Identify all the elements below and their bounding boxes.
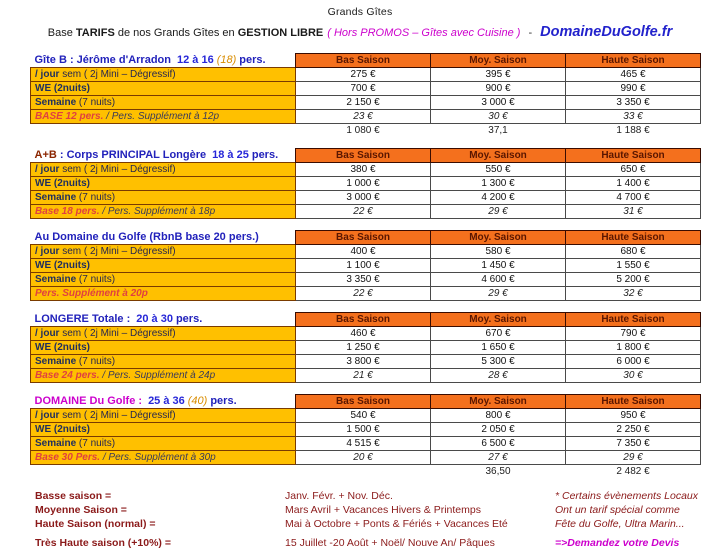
section-title-max: (18)	[216, 54, 237, 67]
tariff-row	[31, 409, 701, 423]
price-cell: 29 €	[566, 451, 701, 465]
price-cell: 4 700 €	[566, 191, 701, 205]
row-label	[31, 245, 296, 259]
price-cell: 3 000 €	[431, 96, 566, 110]
price-cell: 3 800 €	[296, 355, 431, 369]
section-title-main: Au Domaine du Golfe (RbnB base 20 pers.)	[34, 231, 259, 244]
row-label-bold: WE (2nuits)	[35, 260, 90, 271]
row-label-rest: sem ( 2j Mini – Dégressif)	[59, 410, 176, 421]
row-label-rest: sem ( 2j Mini – Dégressif)	[59, 69, 176, 80]
row-label	[31, 191, 296, 205]
section-title-capacity: 20 à 30	[136, 313, 173, 326]
row-label-bold: WE (2nuits)	[35, 424, 90, 435]
row-label-supplement: / Pers. Supplément à 30p	[100, 452, 216, 463]
tariff-row	[31, 341, 701, 355]
row-label-base: BASE 12 pers.	[35, 111, 104, 122]
row-label-bold: WE (2nuits)	[35, 83, 90, 94]
row-label-supplement: / Pers. Supplément à 12p	[103, 111, 219, 122]
row-label	[31, 409, 296, 423]
price-cell: 5 200 €	[566, 273, 701, 287]
season-header: Bas Saison	[296, 54, 431, 68]
section-header-row	[31, 395, 701, 409]
brand-link[interactable]: DomaineDuGolfe.fr	[540, 24, 673, 40]
price-cell: 1 250 €	[296, 341, 431, 355]
tariff-row	[31, 287, 701, 301]
tariff-row	[31, 245, 701, 259]
subtitle-gestion: GESTION LIBRE	[237, 27, 324, 39]
tariff-row	[31, 205, 701, 219]
price-cell: 4 200 €	[431, 191, 566, 205]
section-title-prefix: A+B	[34, 149, 57, 162]
legend-note: Fête du Golfe, Ultra Marin...	[555, 518, 685, 530]
price-cell: 4 600 €	[431, 273, 566, 287]
season-header: Haute Saison	[566, 395, 701, 409]
promo-note: ( Hors PROMOS – Gîtes avec Cuisine )	[327, 27, 521, 39]
summary-row	[31, 124, 701, 138]
section-header-row	[31, 54, 701, 68]
row-label	[31, 287, 296, 301]
row-label-rest: (7 nuits)	[76, 274, 116, 285]
price-cell: 3 350 €	[566, 96, 701, 110]
price-cell: 380 €	[296, 163, 431, 177]
row-label	[31, 451, 296, 465]
summary-cell: 1 188 €	[566, 124, 701, 138]
price-cell: 33 €	[566, 110, 701, 124]
tariff-row	[31, 423, 701, 437]
row-label	[31, 341, 296, 355]
price-cell: 22 €	[296, 205, 431, 219]
section-title	[31, 395, 296, 409]
season-header: Moy. Saison	[431, 395, 566, 409]
price-cell: 31 €	[566, 205, 701, 219]
row-label-rest: (7 nuits)	[76, 97, 116, 108]
section-title-pers: pers.	[210, 395, 237, 408]
section-title-main: : Corps PRINCIPAL Longère	[56, 149, 207, 162]
tariff-row	[31, 369, 701, 383]
summary-cell	[296, 465, 431, 479]
row-label-rest: (7 nuits)	[76, 438, 116, 449]
summary-cell: 1 080 €	[296, 124, 431, 138]
row-label	[31, 177, 296, 191]
price-cell: 395 €	[431, 68, 566, 82]
row-label-bold: / jour	[35, 328, 60, 339]
price-cell: 1 500 €	[296, 423, 431, 437]
price-cell: 2 150 €	[296, 96, 431, 110]
price-cell: 540 €	[296, 409, 431, 423]
price-cell: 460 €	[296, 327, 431, 341]
summary-spacer	[31, 465, 296, 479]
row-label	[31, 273, 296, 287]
row-label-bold: WE (2nuits)	[35, 342, 90, 353]
subtitle-tarifs: TARIFS	[75, 27, 115, 39]
price-cell: 900 €	[431, 82, 566, 96]
price-cell: 23 €	[296, 110, 431, 124]
price-cell: 27 €	[431, 451, 566, 465]
row-label	[31, 259, 296, 273]
price-cell: 22 €	[296, 287, 431, 301]
price-cell: 6 000 €	[566, 355, 701, 369]
price-cell: 3 350 €	[296, 273, 431, 287]
legend-label: Moyenne Saison =	[35, 504, 127, 516]
price-cell: 6 500 €	[431, 437, 566, 451]
tariff-row	[31, 110, 701, 124]
row-label-bold: Semaine	[35, 97, 77, 108]
subtitle-mid: de nos Grands Gîtes en	[114, 27, 238, 39]
season-header: Haute Saison	[566, 54, 701, 68]
tariff-section-table	[30, 148, 701, 219]
season-header: Bas Saison	[296, 149, 431, 163]
price-cell: 1 400 €	[566, 177, 701, 191]
section-title-main: DOMAINE Du Golfe :	[34, 395, 143, 408]
price-cell: 30 €	[431, 110, 566, 124]
price-cell: 30 €	[566, 369, 701, 383]
row-label	[31, 423, 296, 437]
price-cell: 1 650 €	[431, 341, 566, 355]
summary-spacer	[31, 124, 296, 138]
tariff-row	[31, 177, 701, 191]
season-header: Moy. Saison	[431, 149, 566, 163]
season-header: Moy. Saison	[431, 54, 566, 68]
price-cell: 1 000 €	[296, 177, 431, 191]
season-header: Haute Saison	[566, 313, 701, 327]
price-cell: 1 300 €	[431, 177, 566, 191]
price-cell: 29 €	[431, 287, 566, 301]
row-label-rest: sem ( 2j Mini – Dégressif)	[59, 328, 176, 339]
price-cell: 700 €	[296, 82, 431, 96]
legend-label: Haute Saison (normal) =	[35, 518, 156, 530]
tariff-section-table	[30, 53, 701, 137]
section-title-capacity: 25 à 36	[148, 395, 185, 408]
legend-desc: Mars Avril + Vacances Hivers & Printemps	[285, 504, 481, 516]
tariff-row	[31, 163, 701, 177]
subtitle-prefix: Base	[47, 27, 76, 39]
legend-label: Basse saison =	[35, 490, 112, 502]
row-label-bold: / jour	[35, 410, 60, 421]
devis-cta[interactable]: =>Demandez votre Devis	[555, 537, 680, 549]
legend-note: * Certains évènements Locaux	[555, 490, 698, 502]
row-label	[31, 355, 296, 369]
price-cell: 790 €	[566, 327, 701, 341]
season-header: Moy. Saison	[431, 231, 566, 245]
row-label	[31, 327, 296, 341]
tariff-row	[31, 451, 701, 465]
price-cell: 5 300 €	[431, 355, 566, 369]
legend-row-tres-haute	[35, 536, 720, 550]
price-cell: 275 €	[296, 68, 431, 82]
price-cell: 580 €	[431, 245, 566, 259]
price-cell: 3 000 €	[296, 191, 431, 205]
season-legend	[35, 489, 720, 550]
season-header: Moy. Saison	[431, 313, 566, 327]
price-cell: 1 800 €	[566, 341, 701, 355]
legend-row-moyenne	[35, 503, 720, 517]
price-cell: 680 €	[566, 245, 701, 259]
row-label-supplement: / Pers. Supplément à 18p	[99, 206, 216, 217]
price-cell: 800 €	[431, 409, 566, 423]
summary-cell: 37,1	[431, 124, 566, 138]
legend-desc: Janv. Févr. + Nov. Déc.	[285, 490, 393, 502]
row-label-bold: Semaine	[35, 438, 77, 449]
price-cell: 2 050 €	[431, 423, 566, 437]
tariff-row	[31, 437, 701, 451]
section-header-row	[31, 149, 701, 163]
row-label-supplement: / Pers. Supplément à 24p	[99, 370, 216, 381]
price-cell: 990 €	[566, 82, 701, 96]
section-title-main: LONGERE Totale :	[34, 313, 131, 326]
row-label	[31, 369, 296, 383]
season-header: Haute Saison	[566, 149, 701, 163]
tariff-row	[31, 191, 701, 205]
section-title-pers: pers.	[175, 313, 203, 326]
legend-note: Ont un tarif spécial comme	[555, 504, 680, 516]
price-cell: 4 515 €	[296, 437, 431, 451]
row-label-base: Base 24 pers.	[35, 370, 100, 381]
price-cell: 950 €	[566, 409, 701, 423]
tariff-sections	[30, 53, 700, 478]
price-cell: 28 €	[431, 369, 566, 383]
price-cell: 32 €	[566, 287, 701, 301]
season-header: Bas Saison	[296, 231, 431, 245]
row-label	[31, 96, 296, 110]
price-cell: 650 €	[566, 163, 701, 177]
tariff-row	[31, 68, 701, 82]
price-cell: 400 €	[296, 245, 431, 259]
section-header-row	[31, 231, 701, 245]
section-title	[31, 313, 296, 327]
price-cell: 20 €	[296, 451, 431, 465]
row-label-bold: Semaine	[35, 192, 77, 203]
row-label-rest: sem ( 2j Mini – Dégressif)	[59, 164, 176, 175]
legend-row-haute	[35, 517, 720, 531]
price-cell: 465 €	[566, 68, 701, 82]
legend-desc: 15 Juillet -20 Août + Noël/ Nouve An/ Pâques	[285, 537, 495, 549]
row-label	[31, 437, 296, 451]
row-label-bold: Semaine	[35, 274, 77, 285]
row-label-bold: / jour	[35, 69, 60, 80]
summary-row	[31, 465, 701, 479]
section-title-capacity: 18 à 25	[212, 149, 249, 162]
row-label-bold: / jour	[35, 164, 60, 175]
tariff-row	[31, 96, 701, 110]
section-header-row	[31, 313, 701, 327]
section-title-max: (40)	[187, 395, 208, 408]
row-label	[31, 82, 296, 96]
section-title	[31, 231, 296, 245]
row-label-rest: (7 nuits)	[76, 356, 116, 367]
season-header: Haute Saison	[566, 231, 701, 245]
row-label-rest: (7 nuits)	[76, 192, 116, 203]
price-cell: 29 €	[431, 205, 566, 219]
price-cell: 1 450 €	[431, 259, 566, 273]
price-cell: 550 €	[431, 163, 566, 177]
section-title-pers: pers.	[251, 149, 279, 162]
row-label-bold: Semaine	[35, 356, 77, 367]
legend-label: Très Haute saison (+10%) =	[35, 537, 171, 549]
separator-dash: -	[528, 27, 533, 39]
tariff-section-table	[30, 312, 701, 383]
section-title	[31, 54, 296, 68]
summary-cell: 2 482 €	[566, 465, 701, 479]
row-label	[31, 110, 296, 124]
section-title-capacity: 12 à 16	[176, 54, 214, 67]
row-label-bold: / jour	[35, 246, 60, 257]
row-label-base: Base 18 pers.	[35, 206, 100, 217]
row-label-bold: WE (2nuits)	[35, 178, 90, 189]
price-cell: 1 100 €	[296, 259, 431, 273]
row-label	[31, 205, 296, 219]
summary-cell: 36,50	[431, 465, 566, 479]
section-title-pers: pers.	[239, 54, 266, 67]
tariff-row	[31, 273, 701, 287]
season-header: Bas Saison	[296, 313, 431, 327]
price-cell: 670 €	[431, 327, 566, 341]
price-cell: 2 250 €	[566, 423, 701, 437]
row-label-base: Pers. Supplément à 20p	[35, 288, 148, 299]
section-title	[31, 149, 296, 163]
row-label	[31, 68, 296, 82]
legend-desc: Mai à Octobre + Ponts & Fériés + Vacances Eté	[285, 518, 508, 530]
legend-row-basse	[35, 489, 720, 503]
page-title: Grands Gîtes	[327, 6, 393, 18]
season-header: Bas Saison	[296, 395, 431, 409]
tariff-row	[31, 259, 701, 273]
tariff-section-table	[30, 394, 701, 478]
subtitle-line	[0, 24, 720, 40]
row-label-rest: sem ( 2j Mini – Dégressif)	[59, 246, 176, 257]
price-cell: 21 €	[296, 369, 431, 383]
price-cell: 7 350 €	[566, 437, 701, 451]
row-label	[31, 163, 296, 177]
tariff-row	[31, 82, 701, 96]
tariff-row	[31, 355, 701, 369]
tariff-row	[31, 327, 701, 341]
tariff-section-table	[30, 230, 701, 301]
section-title-main: Gîte B : Jérôme d'Arradon	[34, 54, 171, 67]
price-cell: 1 550 €	[566, 259, 701, 273]
row-label-base: Base 30 Pers.	[35, 452, 101, 463]
